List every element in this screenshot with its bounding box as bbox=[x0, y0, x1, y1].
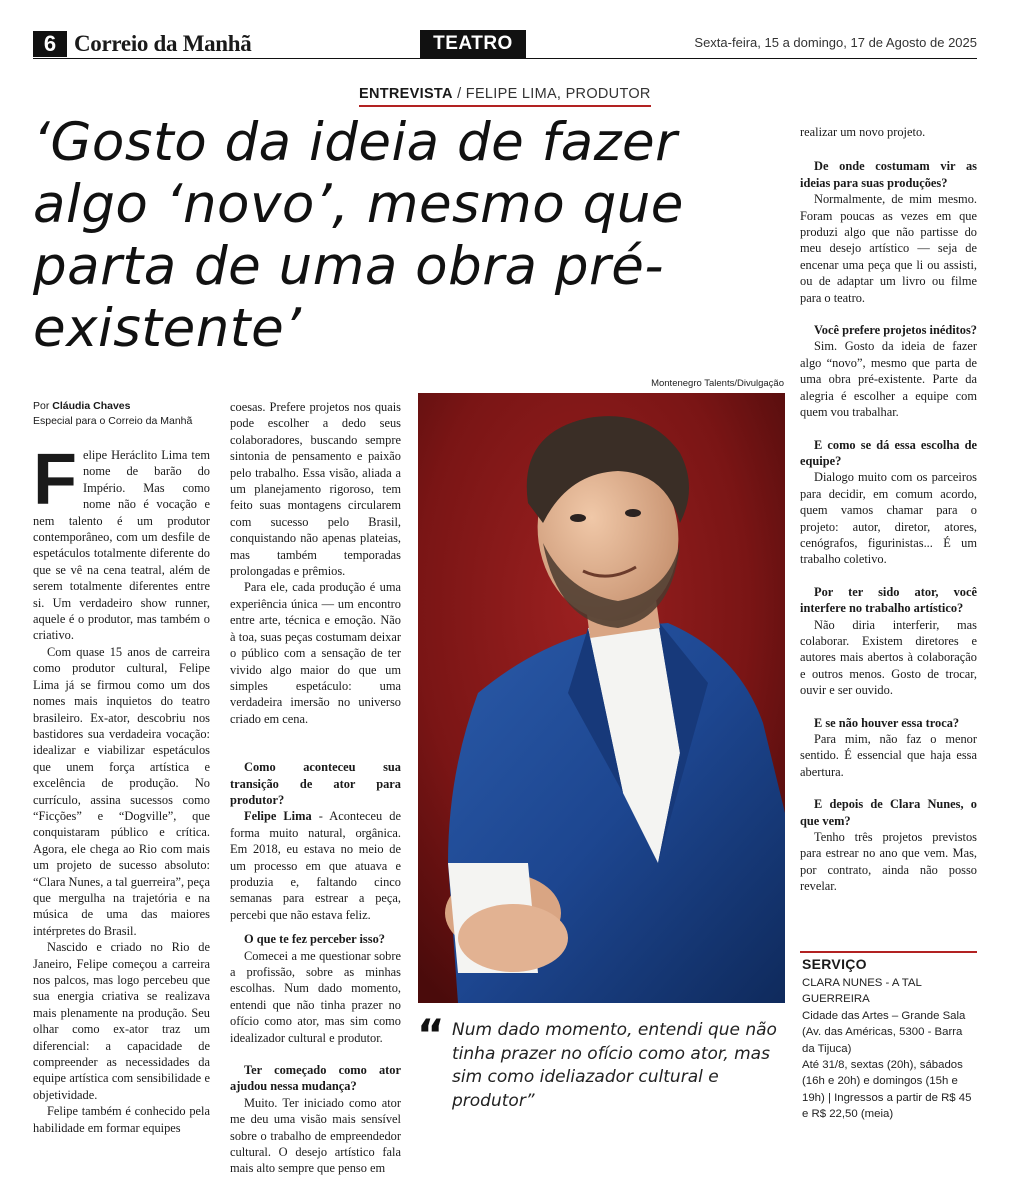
body-paragraph: Nascido e criado no Rio de Janeiro, Felipe começou a carreira nos palcos, mas logo percebeu que sua energia criativa se realizava mais plenamente na produção. Seu olhar como ex-ator traz um diferencial: a capacidade de compreender as necessidades da equipe artística com sensibilidade e objetividade. bbox=[33, 940, 210, 1102]
kicker-underline bbox=[359, 105, 651, 107]
interview-answer: Dialogo muito com os parceiros para decidir, em comum acordo, quem vamos chamar para o projeto: autor, diretor, atores, cenógrafos, figurinistas... É um trabalho coletivo. bbox=[800, 470, 977, 567]
byline-affiliation: Especial para o Correio da Manhã bbox=[33, 415, 193, 427]
interview-answer: Para mim, não faz o menor sentido. É essencial que haja essa abertura. bbox=[800, 732, 977, 779]
body-paragraph: Para ele, cada produção é uma experiência única — um encontro entre arte, técnica e emoção. Não à toa, suas peças costumam deixar o público com a sensação de ter vivido algo maior do que um simples espetáculo: uma verdadeira imersão no universo criado em cena. bbox=[230, 580, 401, 726]
interview-question: De onde costumam vir as ideias para suas produções? bbox=[800, 159, 977, 190]
article-column-1 bbox=[33, 440, 210, 1136]
interview-question: O que te fez perceber isso? bbox=[244, 932, 385, 947]
interview-answer: Normalmente, de mim mesmo. Foram poucas as vezes em que produzi algo que não partisse do meu desejo artístico — seja de encenar uma peça que li ou assisti, ou de adaptar um livro ou filme para o teatro. bbox=[800, 192, 977, 305]
interview-question: Por ter sido ator, você interfere no trabalho artístico? bbox=[800, 584, 977, 616]
page-number: 6 bbox=[33, 31, 67, 57]
service-schedule: Até 31/8, sextas (20h), sábados (16h e 20h) e domingos (15h e 19h) | Ingressos a partir de R$ 45 e R$ 22,50 (meia) bbox=[802, 1059, 972, 1121]
interview-question: Ter começado como ator ajudou nessa mudança? bbox=[230, 1063, 401, 1094]
pull-quote: Num dado momento, entendi que não tinha prazer no ofício como ator, mas sim como ideliazador cultural e produtor” bbox=[452, 1020, 777, 1111]
interview-question: E se não houver essa troca? bbox=[814, 715, 960, 730]
quote-mark-icon: “ bbox=[417, 1010, 439, 1059]
article-column-2 bbox=[230, 399, 401, 1177]
interview-question: E como se dá essa escolha de equipe? bbox=[800, 437, 977, 468]
interview-answer: Sim. Gosto da ideia de fazer algo “novo”, mesmo que parta de uma obra pré-existente. Parte da alegria é escolher a equipe com quem vou trabalhar. bbox=[800, 339, 977, 420]
kicker-separator: / bbox=[452, 86, 466, 102]
service-rule bbox=[800, 951, 977, 953]
section-tag: TEATRO bbox=[420, 30, 526, 58]
body-paragraph: coesas. Prefere projetos nos quais pode escolher a dedo seus colaboradores, buscando sempre sintonia de pensamento e paixão pelo trabalho. Essa visão, aliada a um planejamento rigoroso, tem feito suas montagens circularem com sucesso pelo Brasil, conquistando não apenas plateias, mas também temporadas prolongadas e prêmios. bbox=[230, 400, 401, 579]
issue-date: Sexta-feira, 15 a domingo, 17 de Agosto de 2025 bbox=[694, 35, 977, 50]
byline-prefix: Por bbox=[33, 400, 53, 412]
answer-text: - Aconteceu de forma muito natural, orgânica. Em 2018, eu estava no meio de um processo em que atuava e produzia e, faltando cinco semanas para estrear a peça, percebi que não estava feliz. bbox=[230, 809, 402, 922]
kicker-subject: FELIPE LIMA, PRODUTOR bbox=[465, 86, 651, 102]
byline bbox=[33, 399, 223, 429]
body-paragraph: realizar um novo projeto. bbox=[800, 125, 926, 139]
headline: ‘Gosto da ideia de fazer algo ‘novo’, mesmo que parta de uma obra pré-existente’ bbox=[33, 112, 684, 359]
kicker-label: ENTREVISTA bbox=[359, 86, 453, 102]
photo-credit: Montenegro Talents/Divulgação bbox=[651, 378, 784, 389]
drop-cap: F bbox=[33, 440, 77, 520]
interview-answer: Tenho três projetos previstos para estrear no ano que vem. Mas, por contrato, ainda não posso revelar. bbox=[800, 830, 977, 894]
interview-question: Você prefere projetos inéditos? bbox=[814, 323, 978, 338]
service-venue: Cidade das Artes – Grande Sala (Av. das Américas, 5300 - Barra da Tijuca) bbox=[802, 1009, 966, 1055]
interview-question: Como aconteceu sua transição de ator para produtor? bbox=[230, 760, 401, 807]
body-paragraph: Felipe também é conhecido pela habilidade em formar equipes bbox=[33, 1104, 210, 1135]
article-column-4 bbox=[800, 124, 977, 895]
masthead-rule bbox=[33, 58, 977, 59]
interview-question: E depois de Clara Nunes, o que vem? bbox=[800, 797, 977, 828]
service-show: CLARA NUNES - A TAL GUERREIRA bbox=[802, 977, 922, 1006]
body-paragraph: Com quase 15 anos de carreira como produtor cultural, Felipe Lima já se firmou como um dos nomes mais inquietos do teatro brasileiro. Ex-ator, descobriu nos bastidores sua verdadeira vocação: idealizar e viabilizar espetáculos que unem força artística e excelência de produção. No currículo, assina sucessos como “Ficções” e “Dogville”, que conquistaram público e crítica. Agora, ele chega ao Rio com mais um projeto de sucesso absoluto: “Clara Nunes, a tal guerreira”, peça que mergulha na trajetória e na música de uma das maiores intérpretes do Brasil. bbox=[33, 644, 210, 938]
newspaper-name: Correio da Manhã bbox=[74, 31, 252, 56]
interview-answer bbox=[230, 808, 401, 923]
interview-answer: Muito. Ter iniciado como ator me deu uma visão mais sensível sobre o trabalho de empreendedor cultural. O desejo artístico fala mais alto sempre que penso em bbox=[230, 1095, 401, 1176]
portrait-photo bbox=[418, 393, 785, 1003]
lead-text: elipe Heráclito Lima tem nome de barão do Império. Mas como nome não é vocação e nem talento é um produtor contemporâneo, com um desfile de espetáculos totalmente diferente do que se vê na cena teatral, além de serem totalmente diferentes entre si. Um verdadeiro show runner, aquele é o produtor, mas também o criativo. bbox=[33, 448, 210, 643]
interviewee-name: Felipe Lima bbox=[244, 809, 312, 824]
byline-author: Cláudia Chaves bbox=[52, 400, 131, 412]
service-title: SERVIÇO bbox=[802, 956, 867, 972]
interview-answer: Não diria interferir, mas colaborar. Existem diretores e autores mais abertos à colaboração e outros menos. Gosto de trocar, ouvir e ser ouvido. bbox=[800, 617, 977, 698]
interview-answer: Comecei a me questionar sobre a profissão, sobre as minhas escolhas. Num dado momento, entendi que não tinha prazer no ofício como ator, mas sim como idealizador cultural e produtor. bbox=[230, 948, 401, 1045]
lead-paragraph bbox=[33, 440, 210, 644]
service-info bbox=[802, 975, 978, 1123]
